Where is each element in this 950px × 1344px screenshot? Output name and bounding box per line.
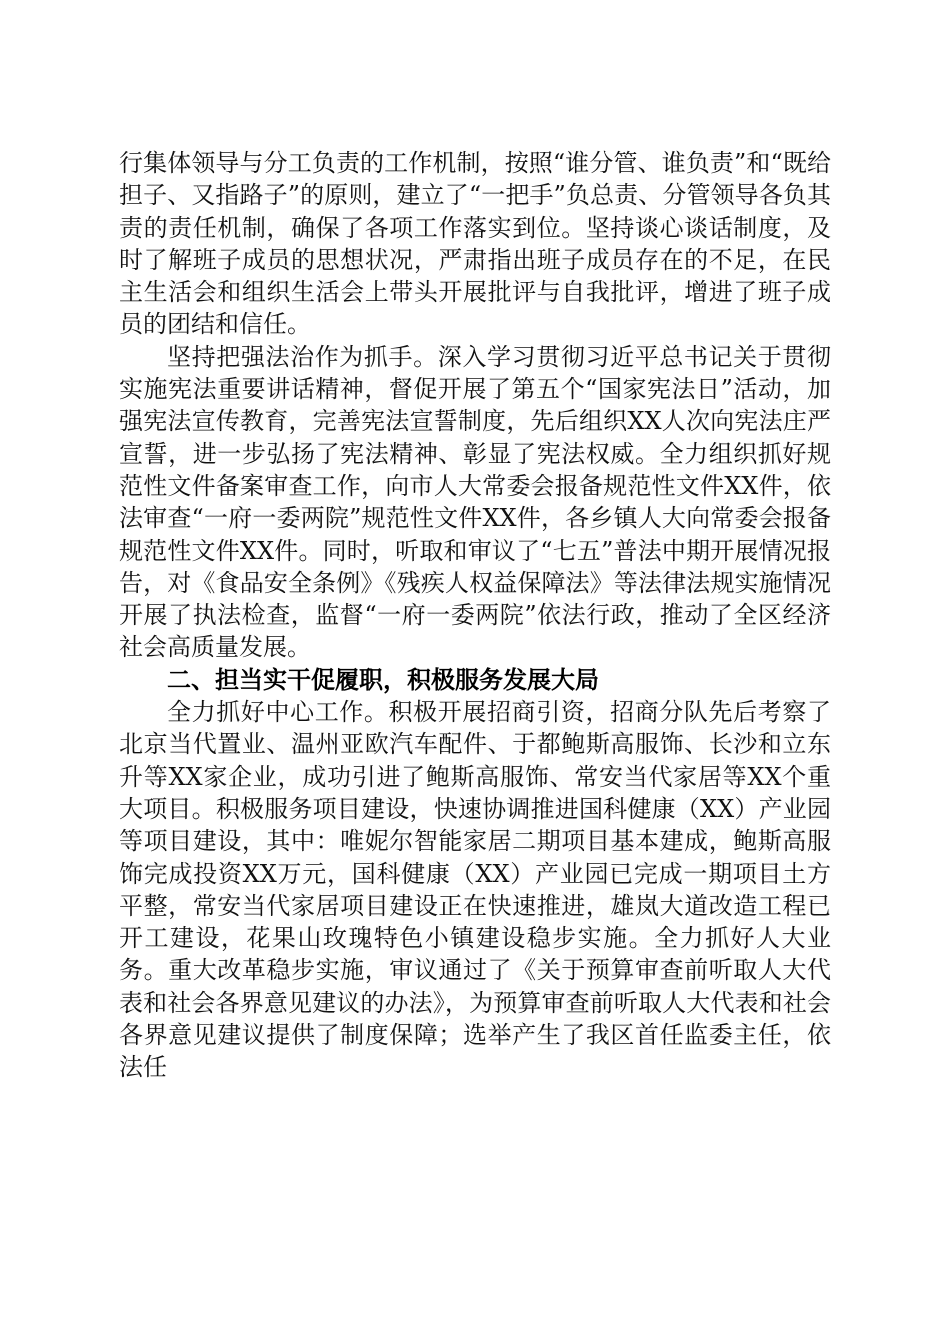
- paragraph-continuation: 行集体领导与分工负责的工作机制，按照“谁分管、谁负责”和“既给担子、又指路子”的原则，建立了“一把手”负总责、分管领导各负其责的责任机制，确保了各项工作落实到位。坚持谈心谈话制度，及时了解班子成员的思想状况，严肃指出班子成员存在的不足，在民主生活会和组织生活会上带头开展批评与自我批评，增进了班子成员的团结和信任。: [119, 149, 831, 339]
- body-text: [119, 147, 831, 1084]
- paragraph-rule-of-law: 坚持把强法治作为抓手。深入学习贯彻习近平总书记关于贯彻实施宪法重要讲话精神，督促开展了第五个“国家宪法日”活动，加强宪法宣传教育，完善宪法宣誓制度，先后组织XX人次向宪法庄严宣誓，进一步弘扬了宪法精神、彰显了宪法权威。全力组织抓好规范性文件备案审查工作，向市人大常委会报备规范性文件XX件，依法审查“一府一委两院”规范性文件XX件，各乡镇人大向常委会报备规范性文件XX件。同时，听取和审议了“七五”普法中期开展情况报告，对《食品安全条例》《残疾人权益保障法》等法律法规实施情况开展了执法检查，监督“一府一委两院”依法行政，推动了全区经济社会高质量发展。: [119, 342, 831, 662]
- section-heading-2: 二、担当实干促履职，积极服务发展大局: [167, 665, 599, 694]
- paragraph-central-work: 全力抓好中心工作。积极开展招商引资，招商分队先后考察了北京当代置业、温州亚欧汽车配件、于都鲍斯高服饰、长沙和立东升等XX家企业，成功引进了鲍斯高服饰、常安当代家居等XX个重大项目。积极服务项目建设，快速协调推进国科健康（XX）产业园等项目建设，其中：唯妮尔智能家居二期项目基本建成，鲍斯高服饰完成投资XX万元，国科健康（XX）产业园已完成一期项目土方平整，常安当代家居项目建设正在快速推进，雄岚大道改造工程已开工建设，花果山玫瑰特色小镇建设稳步实施。全力抓好人大业务。重大改革稳步实施，审议通过了《关于预算审查前听取人大代表和社会各界意见建议的办法》，为预算审查前听取人大代表和社会各界意见建议提供了制度保障；选举产生了我区首任监委主任，依法任: [119, 698, 831, 1082]
